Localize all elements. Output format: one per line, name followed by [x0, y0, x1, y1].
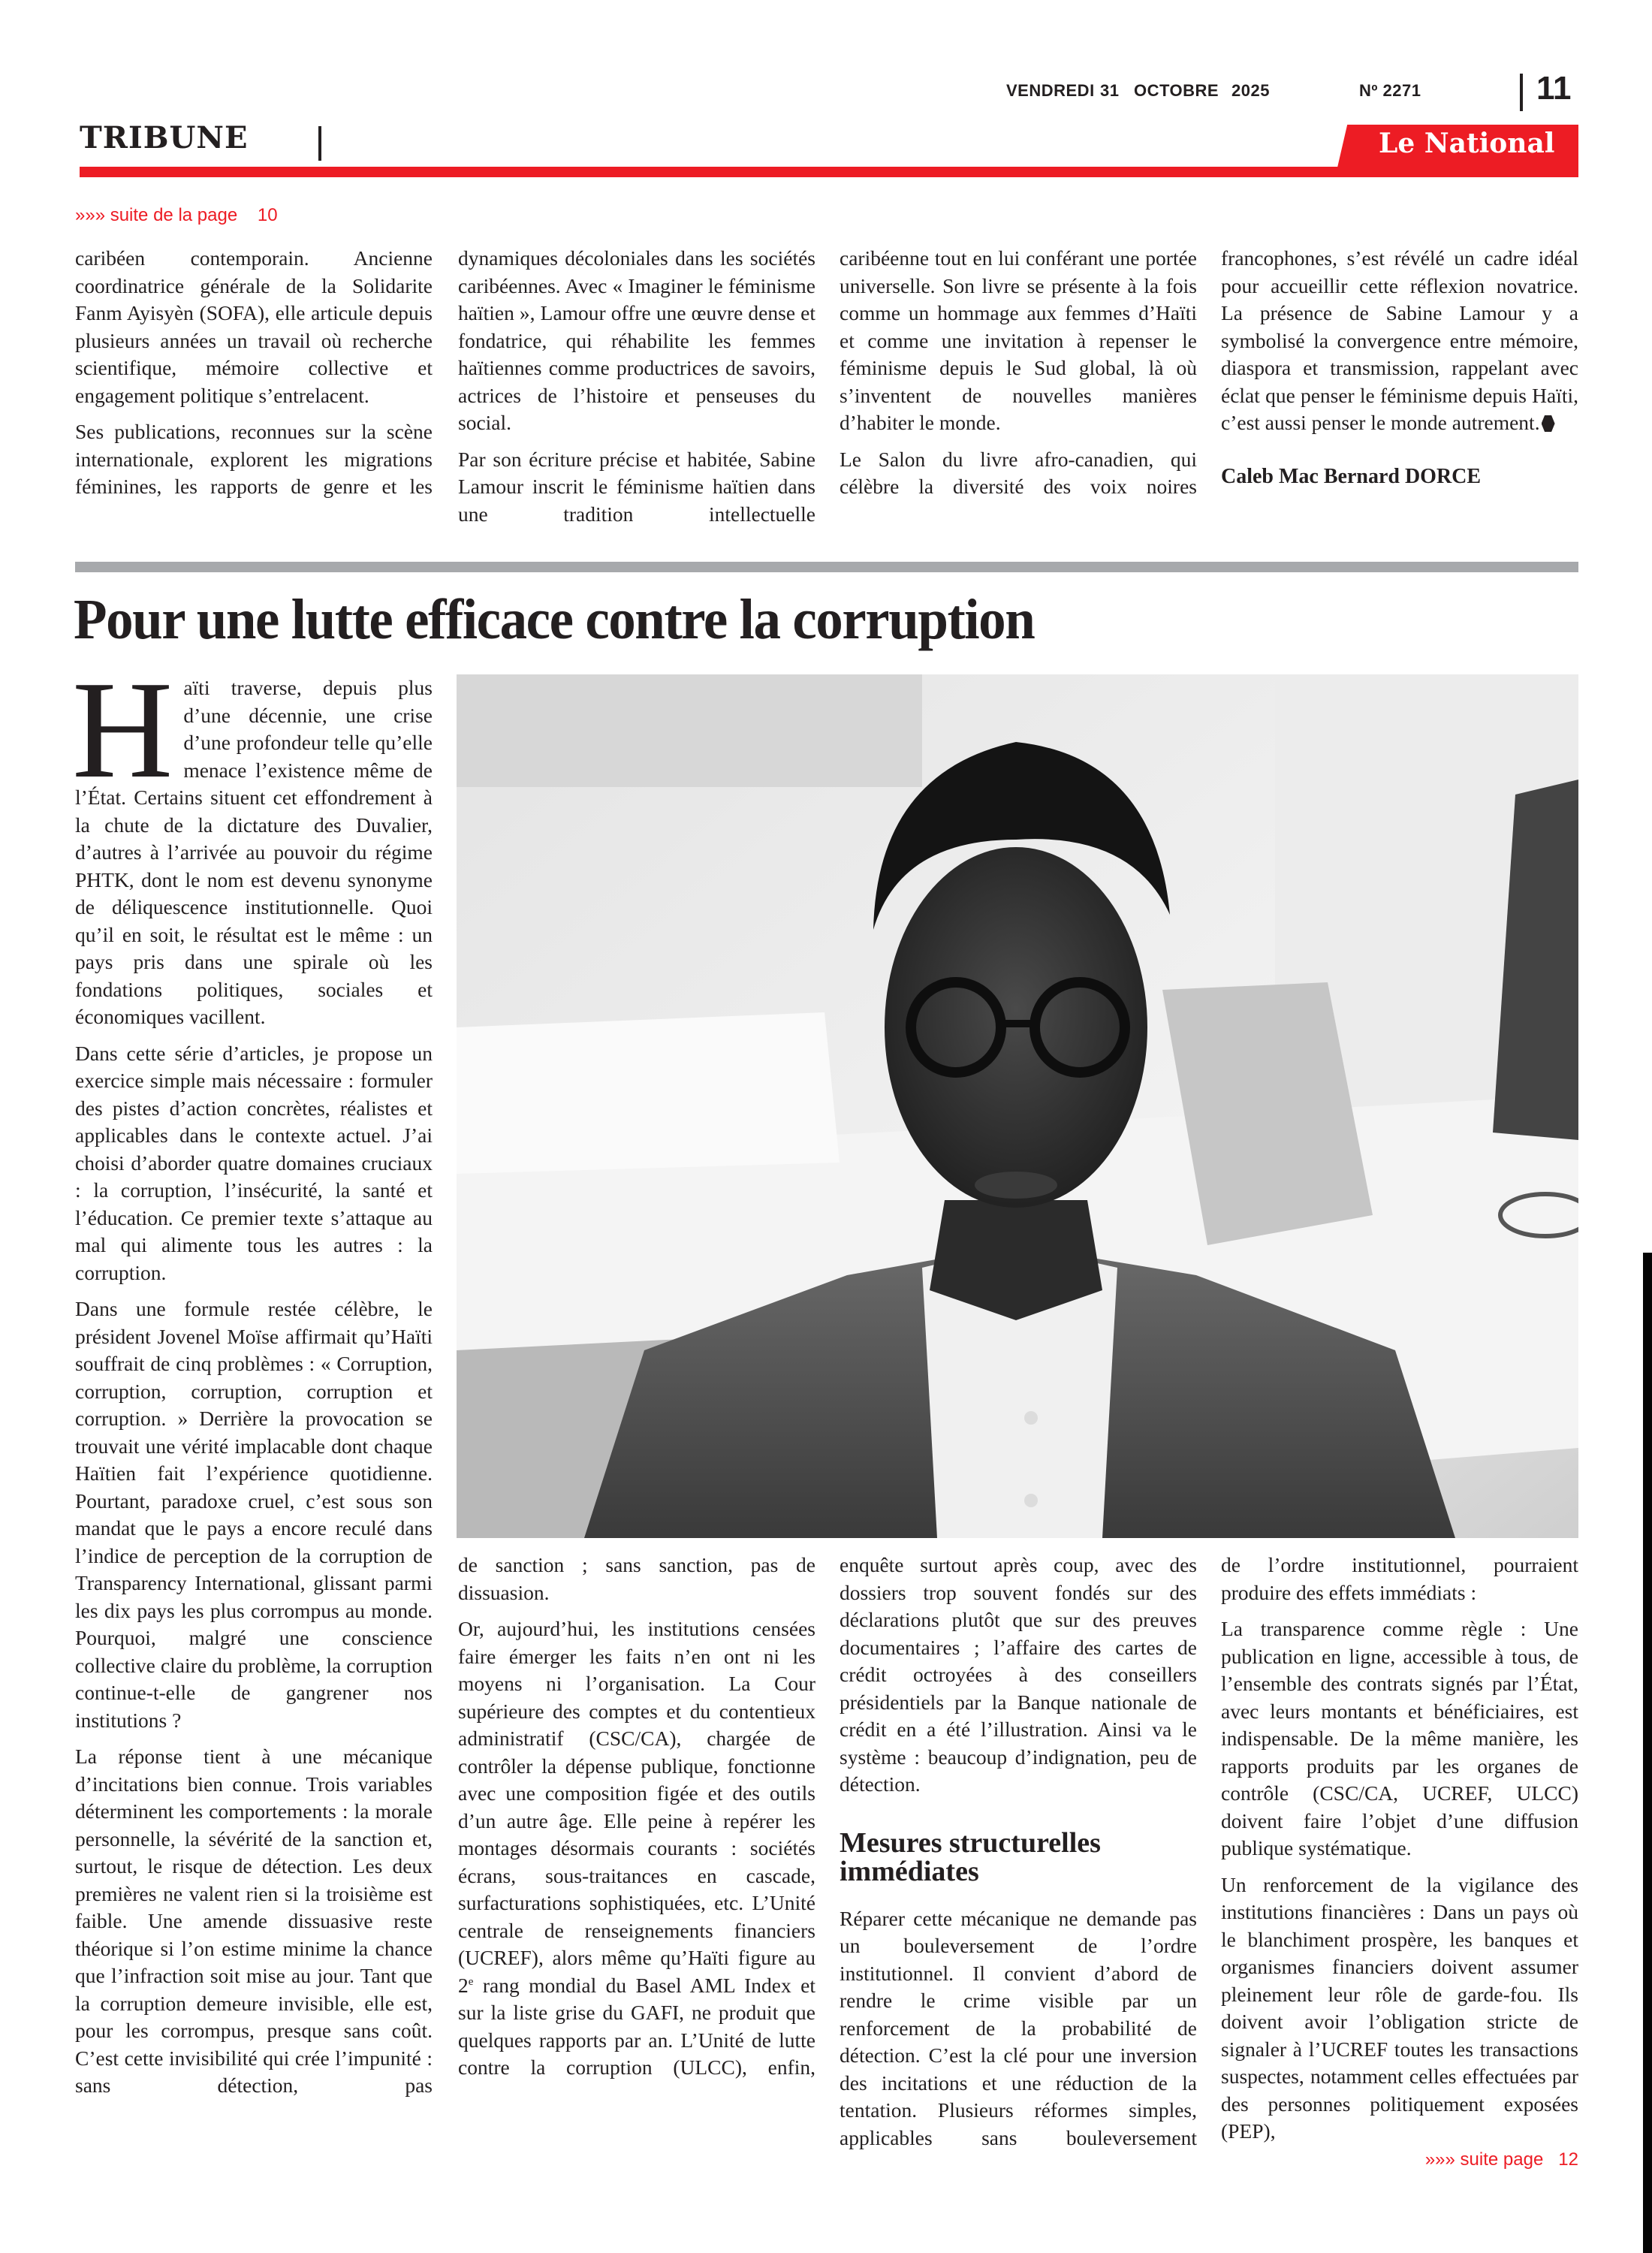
lead-paragraph [72, 653, 433, 1031]
date-weekday: VENDREDI [1006, 81, 1095, 100]
paragraph-text: aïti traverse, depuis plus d’une décennie, une crise d’une profondeur telle qu’elle menace l’existence même de l’État. Certains situent cet effondrement à la chute de la dictature des Duvalier, d’autres à l’arrivée au pouvoir du régime PHTK, dont le nom est devenu synonyme de déliquescence institutionnelle. Quoi qu’il en soit, le résultat est le même : un pays pris dans une spirale où les fondations politiques, sociales et économiques vacillent. [75, 676, 433, 1028]
paragraph: de sanction ; sans sanction, pas de dissuasion. [458, 1553, 815, 1604]
prev-article-column-2 [458, 245, 815, 528]
prev-article-column-1 [75, 245, 433, 501]
paragraph: La réponse tient à une mécanique d’incitations bien connue. Trois variables déterminent les comportements : la morale personnelle, la sévérité de la sanction et, surtout, le risque de détection. Les deux premières ne valent rien si la troisième est faible. Une amende dissuasive reste théorique si l’on estime minime la chance que l’infraction soit mise au jour. Tant que la corruption demeure invisible, elle est, pour les corrompus, presque sans coût. C’est cette invisibilité qui crée l’impunité : sans détection, pas [75, 1745, 433, 2097]
paragraph-text: francophones, s’est révélé un cadre idéal pour accueillir cette réflexion novatrice. La présence de Sabine Lamour y a symbolisé la convergence entre mémoire, diaspora et transmission, rappelant avec éclat que penser le féminisme depuis Haïti, c’est aussi penser le monde autrement. [1221, 246, 1578, 434]
article-headline: Pour une lutte efficace contre la corruption [74, 588, 1035, 651]
newspaper-logo: Le National [1379, 128, 1555, 159]
page-number: 11 [1536, 70, 1572, 107]
paragraph [1221, 245, 1578, 437]
page-number-divider [1520, 74, 1523, 111]
portrait-illustration [457, 674, 1578, 1538]
paragraph: Par son écriture précise et habitée, Sabine Lamour inscrit le féminisme haïtien dans une tradition intellectuelle [458, 447, 815, 526]
paragraph: Dans cette série d’articles, je propose un exercice simple mais nécessaire : formuler des pistes d’action concrètes, réalistes et applicables dans le contexte actuel. J’ai choisi d’aborder quatre domaines cruciaux : la corruption, l’insécurité, la santé et l’éducation. Ce premier texte s’attaque au mal qui alimente tous les autres : la corruption. [75, 1041, 433, 1284]
paragraph: Le Salon du livre afro-canadien, qui célèbre la diversité des voix noires [840, 447, 1197, 498]
section-title: TRIBUNE [80, 120, 249, 155]
prev-article-column-3 [840, 245, 1197, 501]
article-column-1 [72, 653, 433, 2100]
paragraph: enquête surtout après coup, avec des dossiers trop souvent fondés sur des déclarations plutôt que sur des preuves documentaires ; l’affaire des cartes de crédit octroyées à des conseillers présidentiels par la Banque nationale de crédit en a été l’illustration. Ainsi va le système : beaucoup d’indignation, peu de détection. [840, 1553, 1197, 1796]
article-column-3 [840, 1552, 1197, 2152]
paragraph: Dans une formule restée célèbre, le président Jovenel Moïse affirmait qu’Haïti souffrait de cinq problèmes : « Corruption, corruption, corruption, corruption et corruption. » Derrière la provocation se trouvait une vérité implacable dont chaque Haïtien fait l’expérience quotidienne. Pourtant, paradoxe cruel, c’est sous son mandat que le pays a encore reculé dans l’indice de perception de la corruption de Transparency International, glissant parmi les dix pays les plus corrompus au monde. Pourquoi, malgré une conscience collective claire du problème, la corruption continue-t-elle de gangrener nos institutions ? [75, 1297, 433, 1732]
paragraph-text: Or, aujourd’hui, les institutions censées faire émerger les faits n’en ont ni les moyens ni l’organisation. La Cour supérieure des comptes et du contentieux administratif (CSC/CA), chargée de contrôler la dépense publique, fonctionne avec une composition figée et des outils d’un autre âge. Elle peine à repérer les montages désormais courants : sociétés écrans, sous-traitances en cascade, surfacturations sophistiquées, etc. L’Unité centrale de renseignements financiers (UCREF), alors même qu’Haïti figure au 2 [458, 1617, 815, 1997]
paragraph: Ses publications, reconnues sur la scène internationale, explorent les migrations féminines, les rapports de genre et les [75, 420, 433, 498]
section-subheading: Mesures structurelles immédiates [840, 1826, 1101, 1887]
page-edge-bar [1643, 1253, 1652, 2253]
drop-cap: H [72, 653, 173, 807]
author-portrait-photo [457, 674, 1578, 1538]
mouth [975, 1172, 1057, 1199]
end-of-article-icon [1542, 415, 1555, 432]
date-year: 2025 [1231, 81, 1270, 100]
paragraph: caribéenne tout en lui conférant une portée universelle. Son livre se présente à la fois comme un hommage aux femmes d’Haïti et comme une invitation à repenser le féminisme depuis le Sud global, là où s’inventent de nouvelles manières d’habiter le monde. [840, 246, 1197, 434]
date-day: 31 [1100, 81, 1120, 100]
paragraph: Réparer cette mécanique ne demande pas un bouleversement de l’ordre institutionnel. Il convient d’abord de rendre le crime visible par un renforcement de la probabilité de détection. C’est la clé pour une inversion des incitations et une réduction de la tentation. Plusieurs réformes simples, applicables sans bouleversement [840, 1906, 1197, 2149]
paper-stack [457, 1012, 840, 1174]
continued-from-link[interactable]: »»» suite de la page 10 [75, 205, 278, 225]
paragraph: de l’ordre institutionnel, pourraient produire des effets immédiats : [1221, 1553, 1578, 1604]
prev-article-column-4 [1221, 245, 1578, 490]
paragraph: La transparence comme règle : Une publication en ligne, accessible à tous, de l’ensemble des contrats signés par l’État, avec leurs montants et bénéficiaires, est indispensable. De la même manière, les rapports produits par les organes de contrôle (CSC/CA, UCREF, ULCC) doivent faire l’objet d’une diffusion publique systématique. [1221, 1617, 1578, 1859]
continued-on-link[interactable]: »»» suite page 12 [1424, 2149, 1578, 2170]
ordinal-superscript: e [468, 1975, 474, 1988]
shirt-button [1024, 1411, 1038, 1425]
issue-number: Nº 2271 [1359, 81, 1421, 100]
issue-dateline [1006, 81, 1442, 101]
date-month: OCTOBRE [1134, 81, 1219, 100]
section-divider [318, 126, 321, 161]
paragraph: Un renforcement de la vigilance des institutions financières : Dans un pays où le blanchiment prospère, les banques et organismes financiers doivent assumer pleinement leur rôle de garde-fou. Ils doivent avoir l’obligation stricte de signaler à l’UCREF toutes les transactions suspectes, notamment celles effectuées par des personnes politiquement exposées (PEP), [1221, 1872, 1578, 2143]
article-column-2 [458, 1552, 815, 2082]
paragraph [458, 1615, 815, 2082]
paragraph-text: rang mondial du Basel AML Index et sur la liste grise du GAFI, ne produit que quelques rapports par an. L’Unité de lutte contre la corruption (ULCC), enfin, [458, 1973, 815, 2079]
author-byline: Caleb Mac Bernard DORCE [1221, 464, 1482, 488]
paragraph: caribéen contemporain. Ancienne coordinatrice générale de la Solidarite Fanm Ayisyèn (SOFA), elle articule depuis plusieurs années un travail où recherche scientifique, mémoire collective et engagement politique s’entrelacent. [75, 246, 433, 407]
wall-shelf [457, 674, 922, 787]
shirt-button [1024, 1494, 1038, 1507]
article-separator-rule [75, 562, 1578, 572]
article-column-4 [1221, 1552, 1578, 2171]
paragraph: dynamiques décoloniales dans les sociétés caribéennes. Avec « Imaginer le féminisme haïtien », Lamour offre une œuvre dense et fondatrice, qui réhabilite les femmes haïtiennes comme productrices de savoirs, actrices de l’histoire et penseuses du social. [458, 246, 815, 434]
